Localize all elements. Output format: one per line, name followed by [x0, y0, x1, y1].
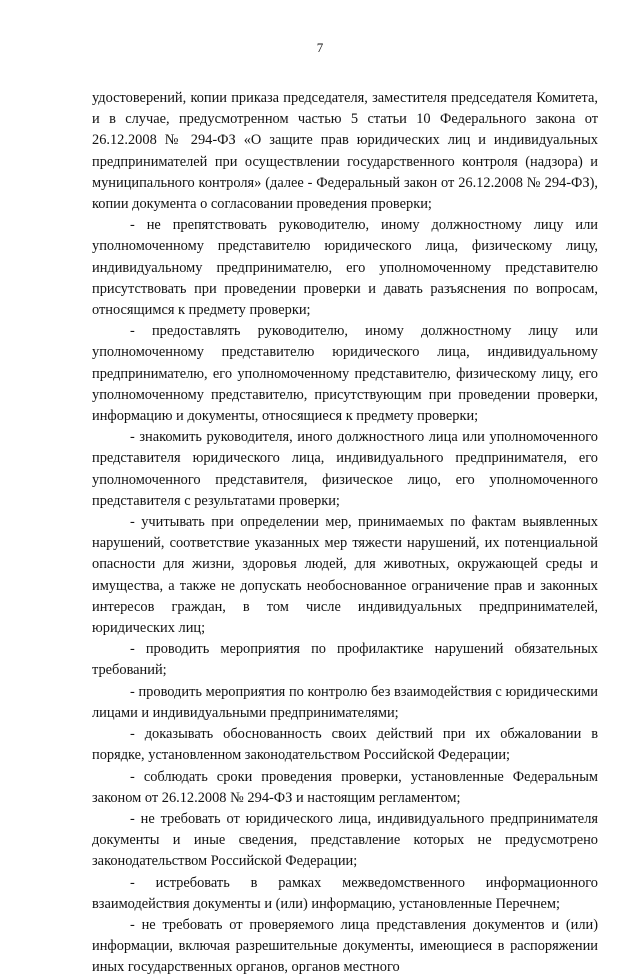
document-body	[92, 88, 598, 979]
list-item: - доказывать обоснованность своих действий при их обжаловании в порядке, установленном законодательством Российской Федерации;	[92, 726, 598, 764]
page-number: 7	[316, 40, 324, 55]
list-item: - не препятствовать руководителю, иному должностному лицу или уполномоченному представителю юридического лица, физическому лицу, индивидуальному предпринимателю, его уполномоченному представителю присутствовать при проведении проверки и давать разъяснения по вопросам, относящимся к предмету проверки;	[92, 217, 598, 319]
list-item: - проводить мероприятия по контролю без взаимодействия с юридическими лицами и индивидуальными предпринимателями;	[92, 683, 598, 721]
list-item: - знакомить руководителя, иного должностного лица или уполномоченного представителя юридического лица, индивидуального предпринимателя, его уполномоченного представителя, физическое лицо, его уполномоченного представителя с результатами проверки;	[92, 429, 598, 509]
list-item: - истребовать в рамках межведомственного информационного взаимодействия документы и (или) информацию, установленные Перечнем;	[92, 874, 598, 912]
list-item: - не требовать от юридического лица, индивидуального предпринимателя документы и иные сведения, представление которых не предусмотрено законодательством Российской Федерации;	[92, 810, 598, 870]
list-item: - учитывать при определении мер, принимаемых по фактам выявленных нарушений, соответствие указанных мер тяжести нарушений, их потенциальной опасности для жизни, здоровья людей, для животных, окружающей среды и имущества, а также не допускать необоснованное ограничение прав и законных интересов граждан, в том числе индивидуальных предпринимателей, юридических лиц;	[92, 514, 598, 637]
paragraph-continuation: удостоверений, копии приказа председателя, заместителя председателя Комитета, и в случае, предусмотренном частью 5 статьи 10 Федерального закона от 26.12.2008 № 294-ФЗ «О защите прав юридических лиц и индивидуальных предпринимателей при осуществлении государственного контроля (надзора) и муниципального контроля» (далее - Федеральный закон от 26.12.2008 № 294-ФЗ), копии документа о согласовании проведения проверки;	[92, 90, 598, 213]
list-item: - предоставлять руководителю, иному должностному лицу или уполномоченному представителю юридического лица, индивидуальному предпринимателю, его уполномоченному представителю, физическому лицу, его уполномоченному представителю, присутствующим при проведении проверки, информацию и документы, относящиеся к предмету проверки;	[92, 323, 598, 425]
list-item: - соблюдать сроки проведения проверки, установленные Федеральным законом от 26.12.2008 № 294-ФЗ и настоящим регламентом;	[92, 768, 598, 806]
list-item: - проводить мероприятия по профилактике нарушений обязательных требований;	[92, 641, 598, 679]
list-item: - не требовать от проверяемого лица представления документов и (или) информации, включая разрешительные документы, имеющиеся в распоряжении иных государственных органов, органов местного	[92, 916, 598, 976]
